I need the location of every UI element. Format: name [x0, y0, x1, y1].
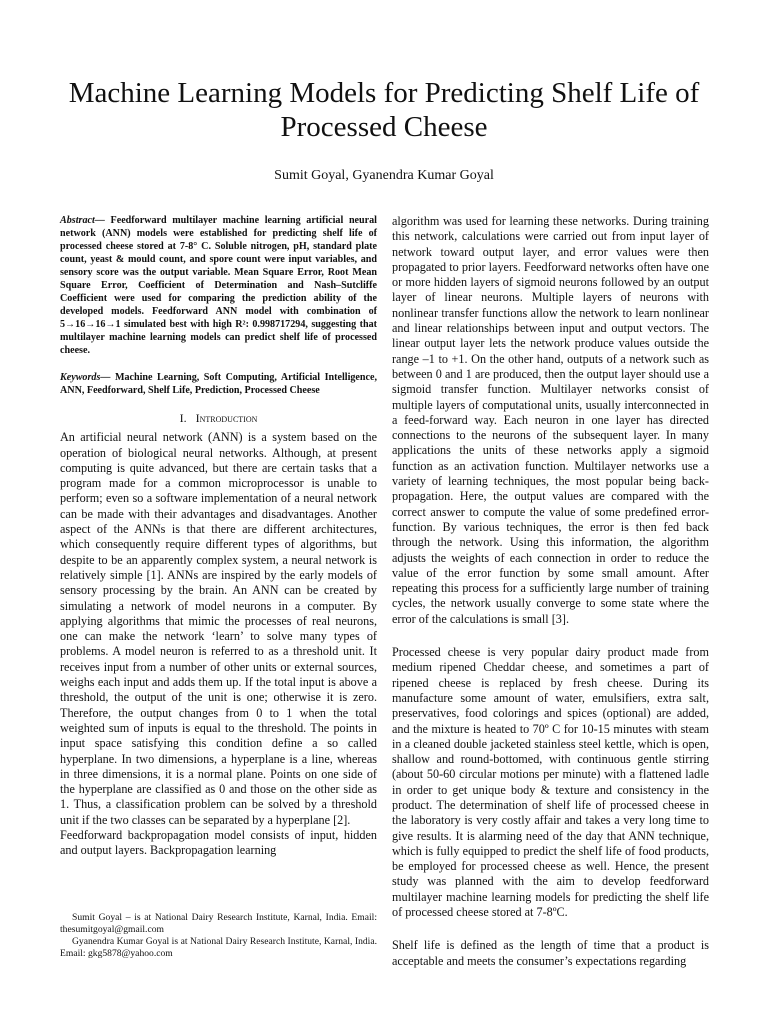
author-list: Sumit Goyal, Gyanendra Kumar Goyal: [274, 168, 494, 183]
abstract: [60, 214, 377, 357]
abstract-lead: Abstract—: [60, 215, 105, 226]
section-title: Introduction: [195, 411, 258, 425]
footnotes: [60, 912, 377, 960]
body-paragraph: An artificial neural network (ANN) is a system based on the operation of biological neural networks. Although, at present computing is quite advanced, but there are certain tasks that a program made for a common microprocessor is unable to perform; even so a software implementation of a neural network can be made with their advantages and disadvantages. Another aspect of the ANNs is that there are different architectures, which consequently require different types of algorithms, but despite to be an apparently complex system, a neural network is relatively simple [1]. ANNs are inspired by the early models of sensory processing by the brain. An ANN can be created by simulating a network of model neurons in a computer. By applying algorithms that mimic the processes of real neurons, one can make the network ‘learn’ to solve many types of problems. A model neuron is referred to as a threshold unit. It receives input from a number of other units or external sources, weighs each input and adds them up. If the total input is above a threshold, the output of the unit is one; otherwise it is zero. Therefore, the output changes from 0 to 1 when the total weighted sum of inputs is equal to the threshold. The points in input space satisfying this condition define a so called hyperplane. In two dimensions, a hyperplane is a line, whereas in three dimensions, it is a normal plane. Points on one side of the hyperplane are classified as 0 and those on the other side as 1. Thus, a classification problem can be solved by a threshold unit if the two classes can be separated by a hyperplane [2].: [60, 430, 377, 827]
body-paragraph: algorithm was used for learning these networks. During training this network, calculations were carried out from input layer of network toward output layer, and error values were then propagated to prior layers. Feedforward networks often have one or more hidden layers of sigmoid neurons followed by an output layer of linear neurons. Multiple layers of neurons with nonlinear transfer functions allow the network to learn nonlinear and linear relationships between input and output vectors. The linear output layer lets the network produce values outside the range –1 to +1. On the other hand, outputs of a network such as between 0 and 1 are produced, then the output layer should use a sigmoid transfer function. Multilayer networks consist of multiple layers of computational units, usually interconnected in a feed-forward way. Each neuron in one layer has directed connections to the neurons of the subsequent layer. In many applications the units of these networks apply a sigmoid function as an activation function. Multilayer networks use a variety of learning techniques, the most popular being back-propagation. Here, the output values are compared with the correct answer to compute the value of some predefined error-function. By various techniques, the error is then fed back through the network. Using this information, the algorithm adjusts the weights of each connection in order to reduce the value of the error function by some small amount. After repeating this process for a sufficiently large number of training cycles, the network usually converge to some state where the error of the calculations is small [3].: [392, 214, 709, 626]
keywords-text: Machine Learning, Soft Computing, Artificial Intelligence, ANN, Feedforward, Shelf Life, Prediction, Processed Cheese: [60, 372, 377, 396]
footnote: Sumit Goyal – is at National Dairy Research Institute, Karnal, India. Email: thesumitgoyal@gmail.com: [60, 912, 377, 935]
abstract-text: Feedforward multilayer machine learning artificial neural network (ANN) models were established for predicting shelf life of processed cheese stored at 7-8° C. Soluble nitrogen, pH, standard plate count, yeast & mould count, and spore count were input variables, and sensory score was the output variable. Mean Square Error, Root Mean Square Error, Coefficient of Determination and Nash–Sutcliffe Coefficient were used for comparing the prediction ability of the developed models. Feedforward ANN model with combination of 5→16→16→1 simulated best with high R²: 0.998717294, suggesting that multilayer machine learning models can predict shelf life of processed cheese.: [60, 215, 377, 356]
section-heading: [60, 411, 377, 426]
keywords: [60, 371, 377, 397]
section-number: I.: [179, 411, 187, 425]
left-column: [60, 214, 377, 859]
body-paragraph: Feedforward backpropagation model consists of input, hidden and output layers. Backpropagation learning: [60, 828, 377, 858]
body-paragraph: Shelf life is defined as the length of time that a product is acceptable and meets the consumer’s expectations regarding: [392, 938, 709, 968]
right-column: [392, 214, 709, 969]
footnote: Gyanendra Kumar Goyal is at National Dairy Research Institute, Karnal, India. Email: gkg5878@yahoo.com: [60, 936, 377, 959]
paper-title: Machine Learning Models for Predicting Shelf Life of Processed Cheese: [68, 77, 700, 143]
keywords-lead: Keywords—: [60, 372, 111, 383]
body-paragraph: Processed cheese is very popular dairy product made from medium ripened Cheddar cheese, and sometimes a part of ripened cheese is replaced by fresh cheese. During its manufacture some amount of water, emulsifiers, extra salt, preservatives, food colorings and spices (optional) are added, and the mixture is heated to 70º C for 10-15 minutes with steam in a cleaned double jacketed stainless steel kettle, which is open, shallow and round-bottomed, with continuous gentle stirring (about 50-60 circular motions per minute) with a flattened ladle in order to get unique body & texture and consistency in the product. The determination of shelf life of processed cheese in the laboratory is very costly affair and takes a very long time to give results. It is alarming need of the day that ANN technique, which is fully equipped to predict the shelf life of food products, be employed for processed cheese as well. Hence, the present study was planned with the aim to develop feedforward multilayer machine learning models for predicting the shelf life of processed cheese stored at 7-8ºC.: [392, 645, 709, 920]
